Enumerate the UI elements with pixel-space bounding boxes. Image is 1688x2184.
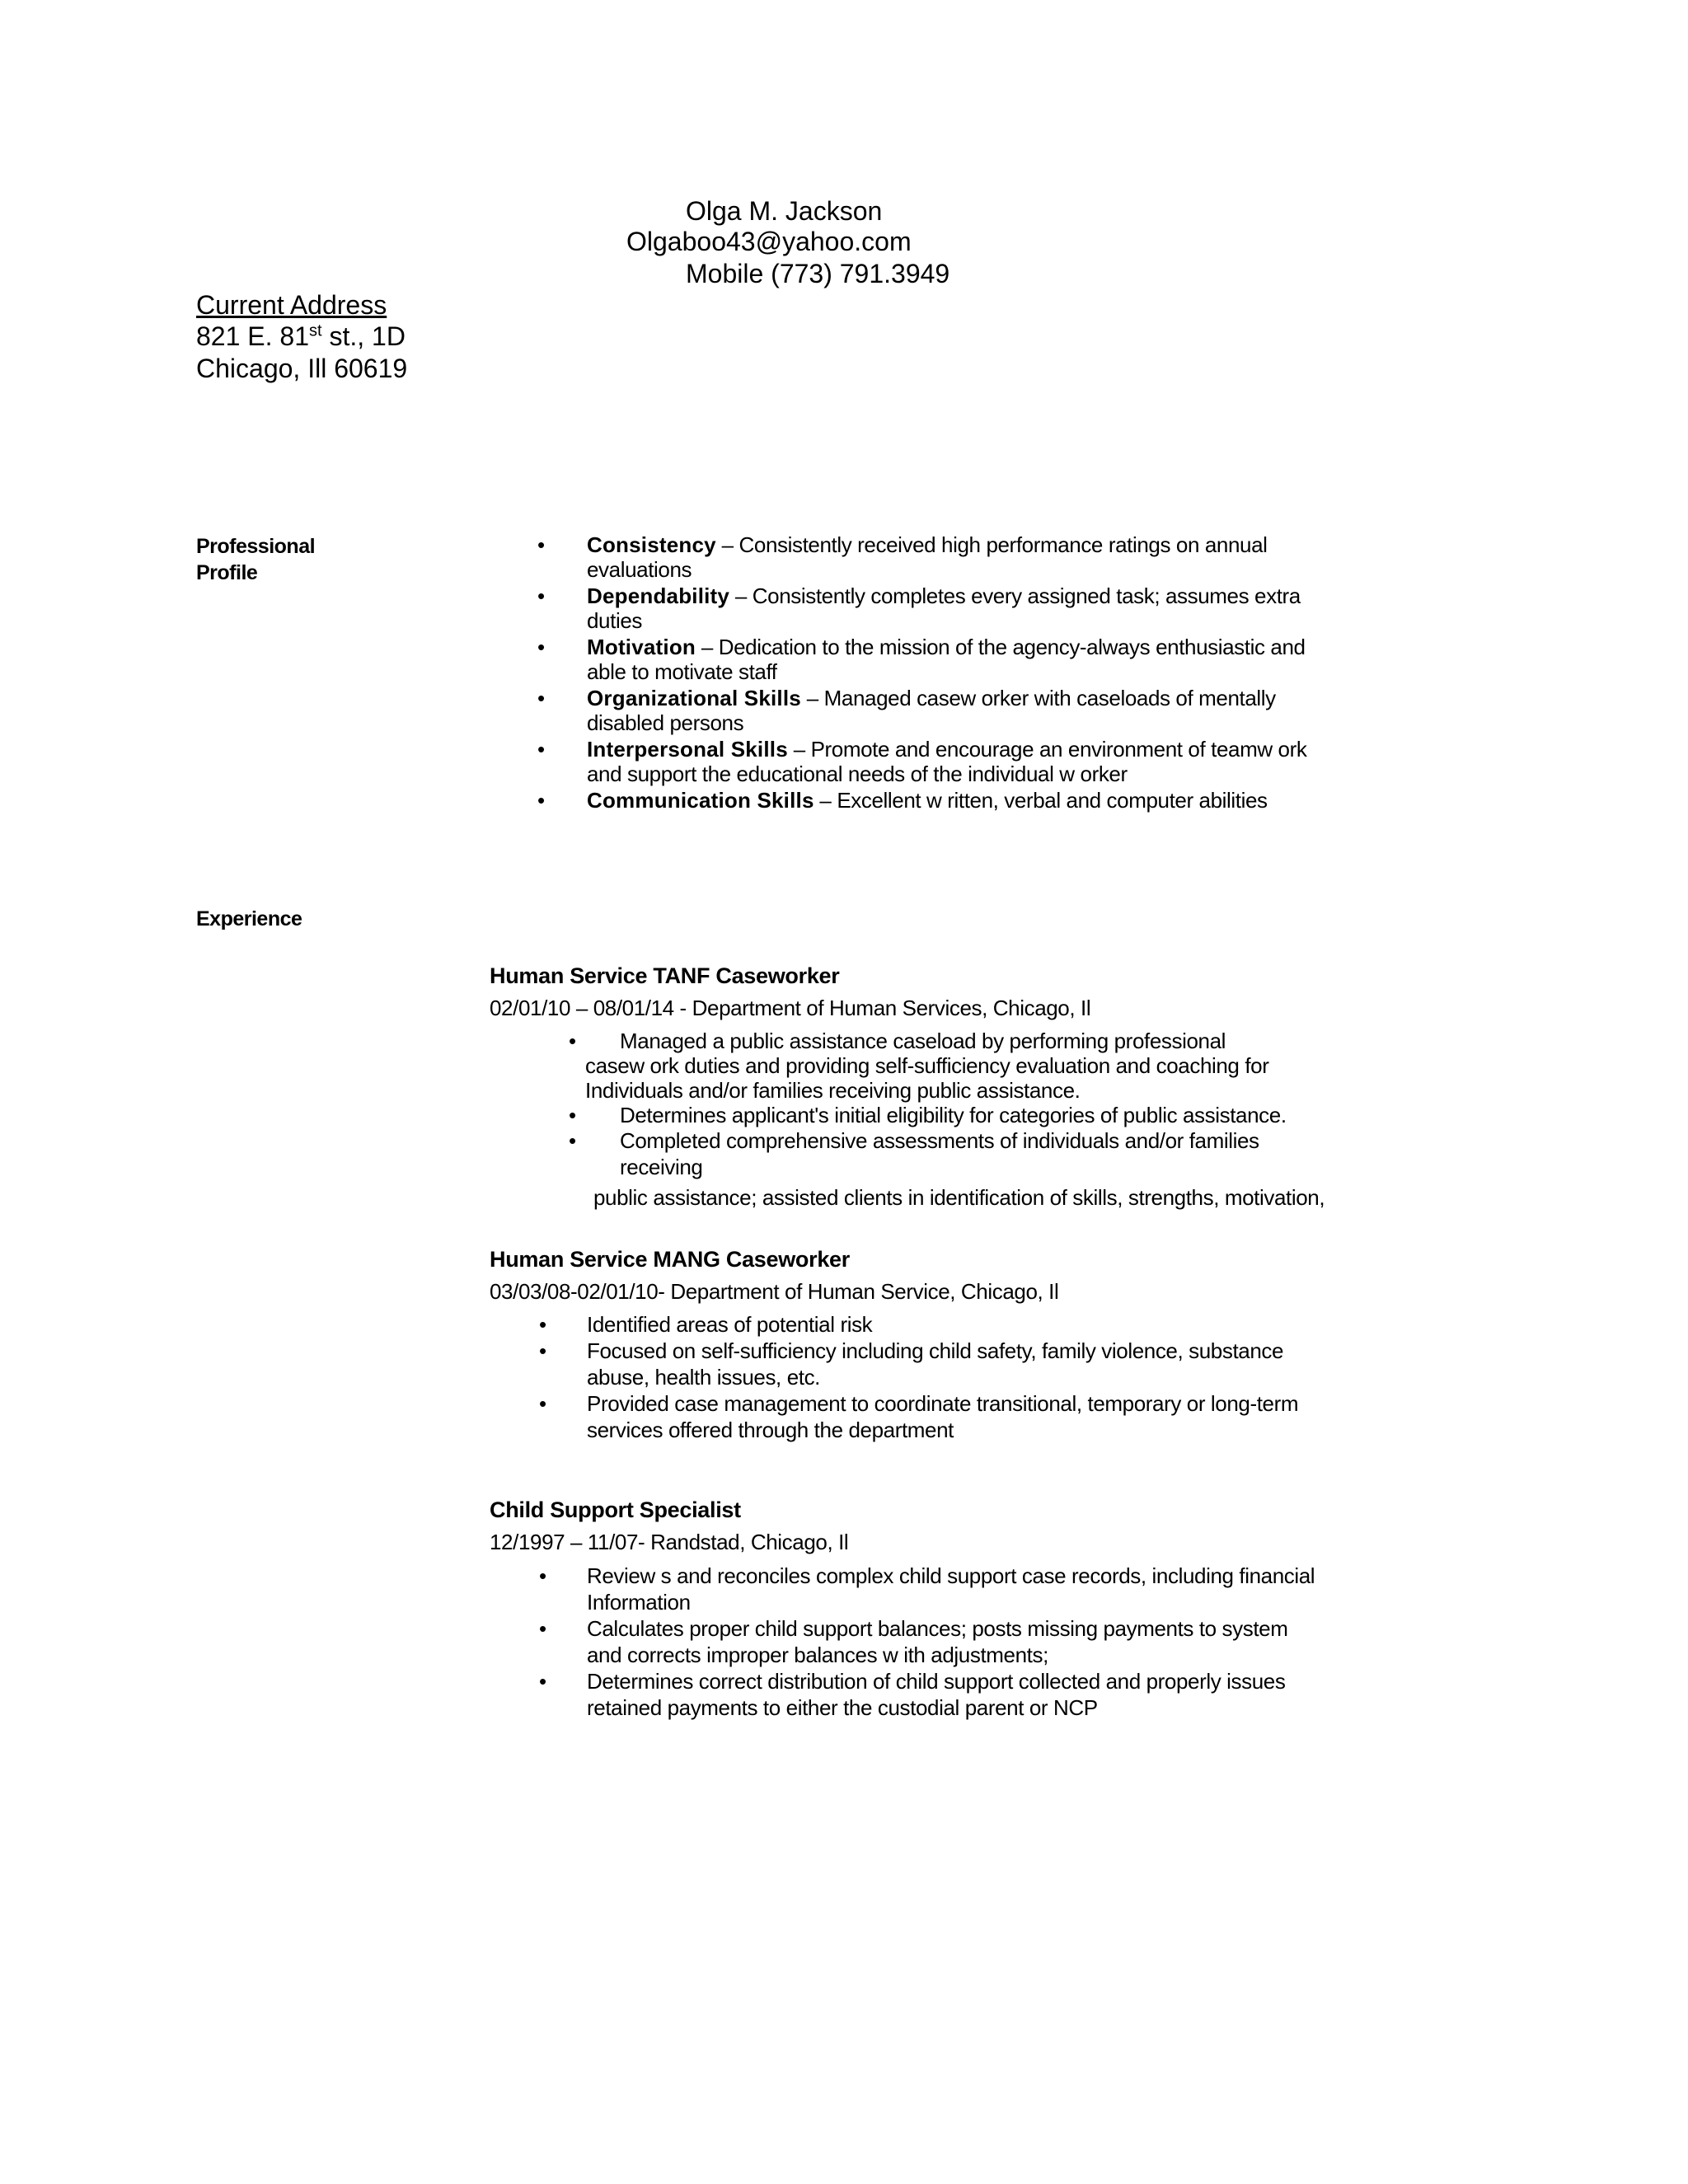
address-street-ordinal: st (309, 321, 322, 340)
bullet-dot-icon: • (537, 532, 545, 557)
bullet-dot-icon: • (537, 737, 545, 762)
address-city: Chicago, Ill 60619 (196, 354, 408, 383)
bullet-dot-icon: • (537, 788, 545, 813)
profile-item-line (587, 685, 1276, 711)
job-bullet-line: casew ork duties and providing self-sufficiency evaluation and coaching for (585, 1053, 1269, 1078)
profile-list (537, 532, 1444, 813)
job-bullet-line: Completed comprehensive assessments of individuals and/or families (620, 1128, 1259, 1153)
profile-item-line (587, 736, 1306, 762)
bullet-dot-icon: • (539, 1616, 546, 1641)
bullet-dot-icon: • (569, 1029, 576, 1053)
profile-item (537, 787, 1444, 813)
job-title: Human Service TANF Caseworker (490, 963, 840, 988)
address-street-unit: st., 1D (321, 321, 406, 351)
bullet-dot-icon: • (537, 583, 545, 608)
bullet-dot-icon: • (537, 635, 545, 659)
profile-item-line2: duties (587, 608, 642, 633)
profile-item (537, 736, 1444, 787)
job-bullet-line: Determines applicant's initial eligibility for categories of public assistance. (620, 1103, 1287, 1127)
job-bullet-line: Managed a public assistance caseload by performing professional (620, 1029, 1226, 1053)
job-bullet-line: services offered through the department (587, 1418, 954, 1442)
job-title: Human Service MANG Caseworker (490, 1247, 850, 1272)
mobile-number: Mobile (773) 791.3949 (686, 259, 950, 288)
job-meta: 02/01/10 – 08/01/14 - Department of Human Services, Chicago, Il (490, 996, 1091, 1020)
profile-item-term: Motivation (587, 635, 696, 659)
profile-item-desc: – Excellent w ritten, verbal and computer abilities (814, 788, 1268, 813)
bullet-dot-icon: • (537, 686, 545, 710)
job-meta: 12/1997 – 11/07- Randstad, Chicago, Il (490, 1530, 849, 1554)
job-meta: 03/03/08-02/01/10- Department of Human Service, Chicago, Il (490, 1279, 1059, 1304)
profile-item-line2: and support the educational needs of the individual w orker (587, 762, 1128, 786)
profile-item-term: Communication Skills (587, 788, 814, 813)
profile-item-term: Consistency (587, 532, 716, 557)
address-street (196, 320, 406, 353)
job-bullet-line: Focused on self-sufficiency including child safety, family violence, substance (587, 1338, 1284, 1363)
profile-item-line (587, 634, 1306, 660)
bullet-dot-icon: • (539, 1338, 546, 1363)
job-bullet-line: public assistance; assisted clients in identification of skills, strengths, motivation, (593, 1185, 1325, 1210)
profile-item-desc: – Promote and encourage an environment of teamw ork (787, 737, 1307, 762)
job-bullet-line: Individuals and/or families receiving public assistance. (585, 1078, 1081, 1103)
job-bullet-line: and corrects improper balances w ith adjustments; (587, 1643, 1048, 1667)
profile-item-desc: – Consistently received high performance ratings on annual (715, 532, 1268, 557)
job-bullet-line: Determines correct distribution of child support collected and properly issues (587, 1669, 1286, 1694)
job-bullet-line: abuse, health issues, etc. (587, 1365, 821, 1390)
profile-item-line2: able to motivate staff (587, 659, 777, 684)
profile-item-line (587, 583, 1301, 609)
profile-item (537, 532, 1444, 583)
profile-item-line2: evaluations (587, 557, 692, 582)
job-title: Child Support Specialist (490, 1497, 741, 1522)
applicant-name: Olga M. Jackson (686, 196, 883, 226)
profile-label-line2: Profile (196, 561, 258, 584)
address-heading: Current Address (196, 290, 387, 320)
bullet-dot-icon: • (569, 1103, 576, 1127)
profile-item (537, 634, 1444, 685)
job-bullet-line: Information (587, 1590, 691, 1615)
profile-label-line1: Professional (196, 535, 316, 558)
bullet-dot-icon: • (569, 1128, 576, 1153)
profile-item-term: Dependability (587, 583, 730, 608)
bullet-dot-icon: • (539, 1312, 546, 1337)
experience-label: Experience (196, 907, 302, 930)
job-bullet-line: receiving (620, 1155, 703, 1179)
profile-item-desc: – Managed casew orker with caseloads of mentally (800, 686, 1276, 710)
profile-item (537, 685, 1444, 736)
profile-item-line2: disabled persons (587, 710, 744, 735)
profile-item-term: Interpersonal Skills (587, 737, 788, 762)
job-bullet-line: Calculates proper child support balances; posts missing payments to system (587, 1616, 1288, 1641)
address-street-number: 821 E. 81 (196, 321, 309, 351)
profile-item (537, 583, 1444, 634)
profile-item-line (587, 787, 1268, 813)
job-bullet-line: Identified areas of potential risk (587, 1312, 873, 1337)
job-bullet-line: Provided case management to coordinate transitional, temporary or long-term (587, 1391, 1299, 1416)
profile-item-term: Organizational Skills (587, 686, 801, 710)
profile-item-line (587, 532, 1268, 558)
bullet-dot-icon: • (539, 1391, 546, 1416)
bullet-dot-icon: • (539, 1669, 546, 1694)
bullet-dot-icon: • (539, 1563, 546, 1588)
email-address: Olgaboo43@yahoo.com (626, 227, 912, 256)
profile-item-desc: – Dedication to the mission of the agency-always enthusiastic and (696, 635, 1306, 659)
job-bullet-line: retained payments to either the custodial parent or NCP (587, 1695, 1098, 1720)
profile-item-desc: – Consistently completes every assigned task; assumes extra (729, 583, 1301, 608)
job-bullet-line: Review s and reconciles complex child support case records, including financial (587, 1563, 1315, 1588)
